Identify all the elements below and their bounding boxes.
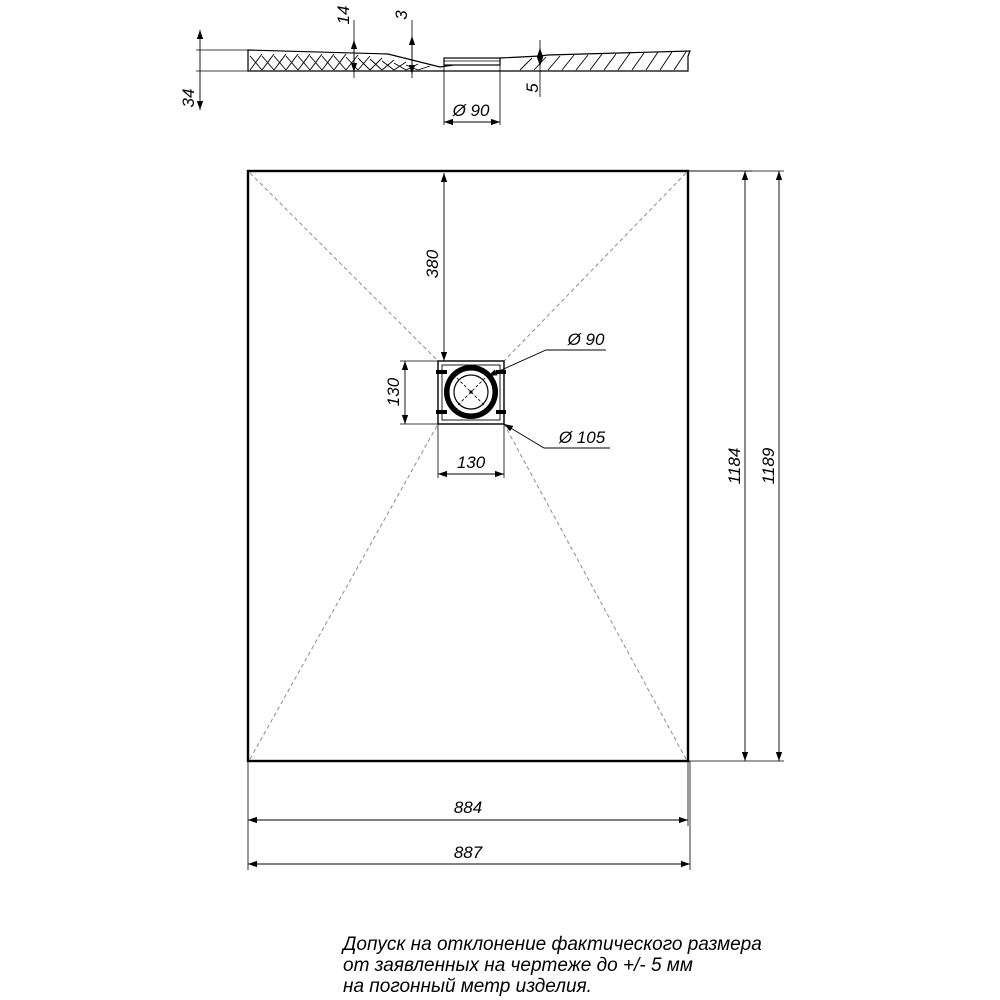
dim-drain-vertical: 130 (384, 377, 403, 407)
drain-section (444, 58, 500, 65)
dim-edge: 5 (523, 83, 542, 93)
dim-top-layer: 14 (334, 5, 353, 25)
tolerance-note-line-1: Допуск на отклонение фактического размера (343, 934, 762, 955)
dim-inner-width: 884 (453, 798, 483, 817)
tolerance-note-line-3: на погонный метр изделия. (343, 976, 592, 997)
dim-drain-offset: 380 (423, 249, 442, 279)
dim-drain-section-diameter: Ø 90 (452, 101, 490, 120)
dim-drain-outer-diameter: Ø 105 (558, 428, 606, 447)
dim-thickness: 34 (179, 88, 198, 108)
dim-recess: 3 (392, 10, 411, 20)
drain (436, 361, 506, 424)
plan-view (248, 171, 784, 870)
tolerance-note-line-2: от заявленных на чертеже до +/- 5 мм (343, 955, 693, 976)
dim-outer-length: 1189 (759, 447, 778, 485)
section-view (179, 6, 690, 125)
dim-inner-length: 1184 (725, 447, 744, 485)
tolerance-note (343, 934, 843, 997)
dim-drain-horizontal: 130 (456, 453, 486, 472)
dim-drain-inner-diameter: Ø 90 (567, 330, 605, 349)
dim-outer-width: 887 (453, 843, 483, 862)
